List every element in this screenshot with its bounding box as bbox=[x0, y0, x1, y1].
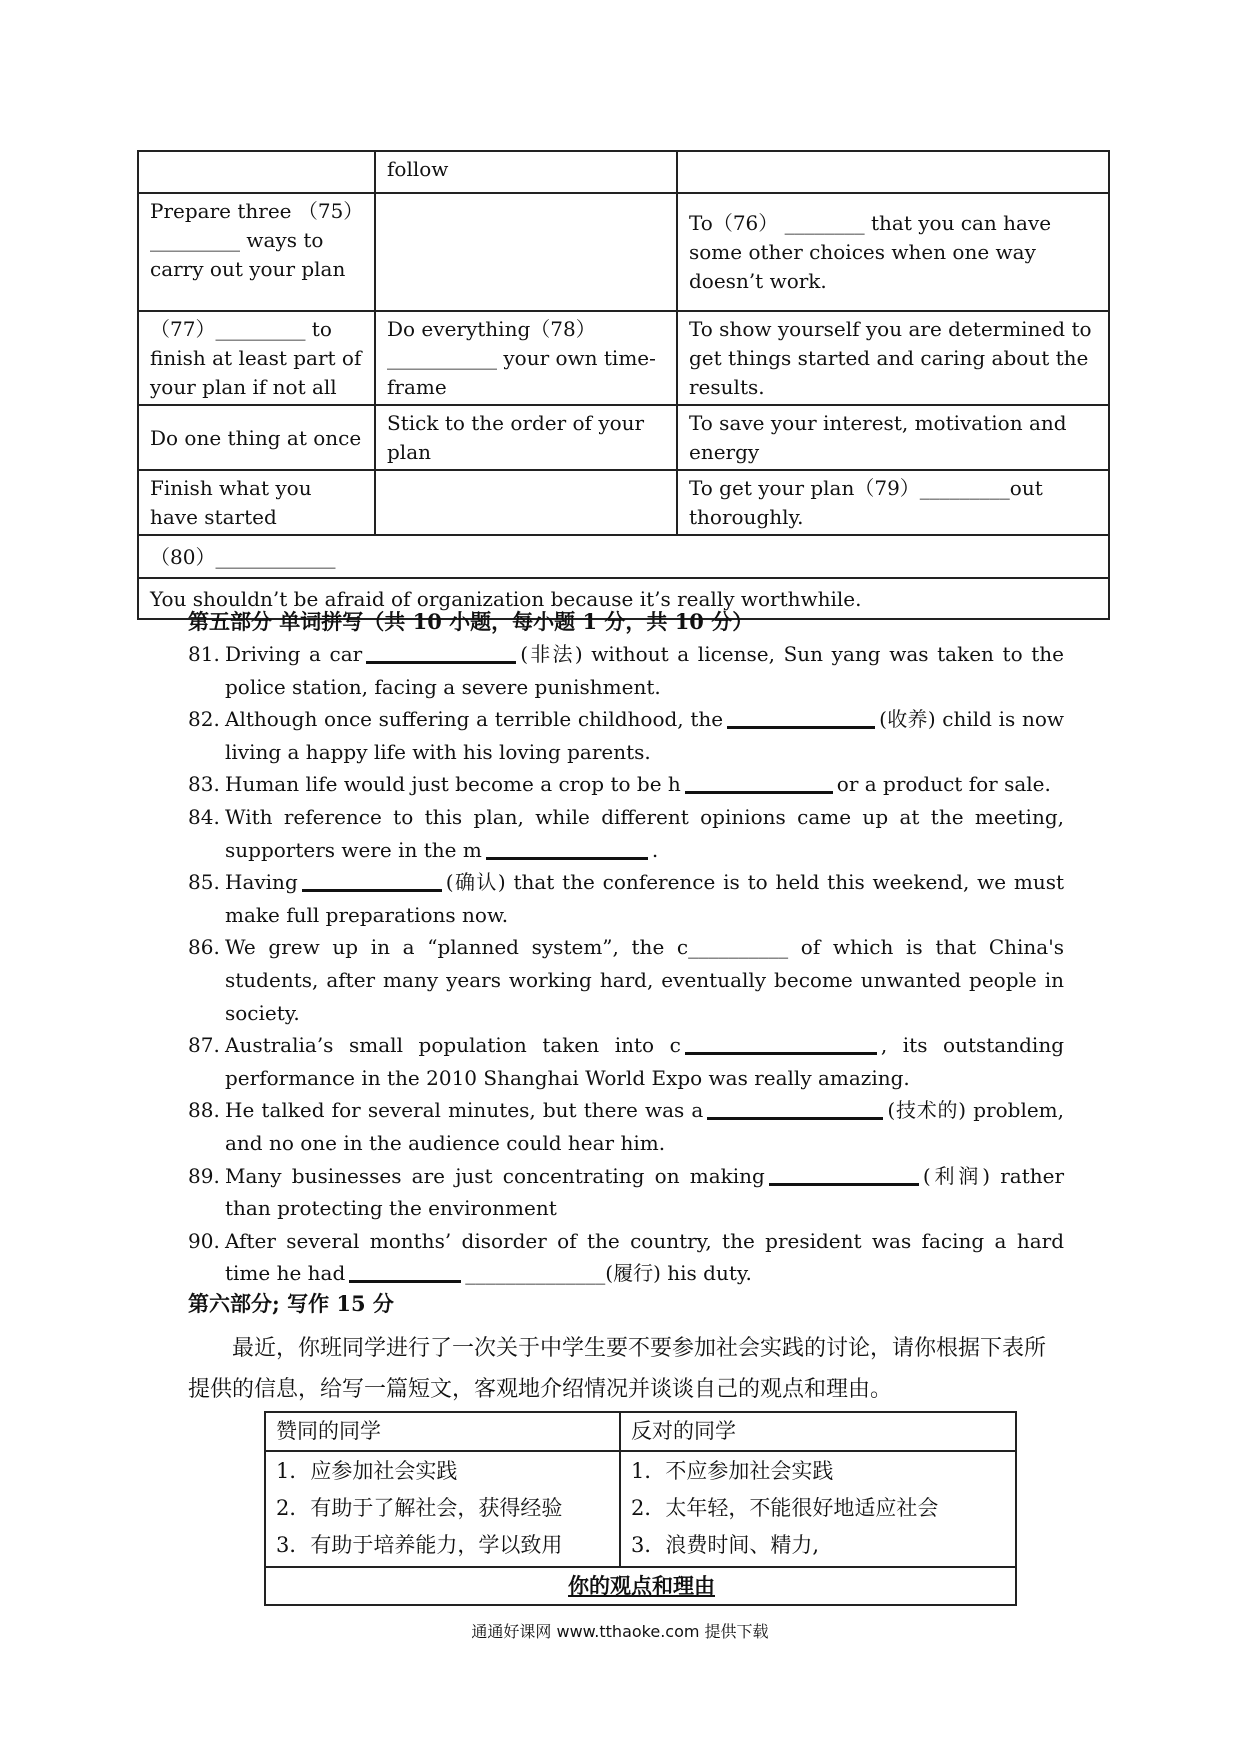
table-row bbox=[138, 311, 1109, 405]
question-81: 81. Driving a car (非法) without a license, Sun yang was taken to the police station, facing a severe punishment. bbox=[188, 638, 1064, 703]
table-row bbox=[138, 151, 1109, 193]
table-cell: Finish what you have started bbox=[138, 470, 375, 535]
question-number: 85. bbox=[188, 870, 220, 895]
page-footer: 通通好课网 www.tthaoke.com 提供下载 bbox=[471, 1622, 769, 1641]
table-cell-80: （80）____________ bbox=[138, 535, 1109, 578]
table-row bbox=[138, 535, 1109, 578]
table-row bbox=[265, 1451, 1016, 1567]
your-opinion-heading: 你的观点和理由 bbox=[265, 1567, 1016, 1605]
question-number: 83. bbox=[188, 772, 220, 797]
word-spelling-questions bbox=[188, 638, 1064, 1290]
question-82: 82. Although once suffering a terrible childhood, the (收养) child is now living a happy life with his loving parents. bbox=[188, 703, 1064, 768]
section5-title: 第五部分 单词拼写（共 10 小题，每小题 1 分，共 10 分） bbox=[188, 609, 754, 634]
writing-prompt: 最近，你班同学进行了一次关于中学生要不要参加社会实践的讨论，请你根据下表所提供的信息，给写一篇短文，客观地介绍情况并谈谈自己的观点和理由。 bbox=[188, 1336, 1047, 1402]
question-number: 90. bbox=[188, 1228, 220, 1253]
table-cell-conclusion: You shouldn’t be afraid of organization because it’s really worthwhile. bbox=[138, 578, 1109, 619]
table-row bbox=[138, 193, 1109, 311]
list-item: 1．应参加社会实践 bbox=[276, 1459, 458, 1483]
question-89: 89. Many businesses are just concentrating on making (利润) rather than protecting the environment bbox=[188, 1160, 1064, 1225]
table-row bbox=[138, 405, 1109, 470]
question-number: 87. bbox=[188, 1033, 220, 1058]
section6-title: 第六部分; 写作 15 分 bbox=[188, 1291, 394, 1316]
question-number: 86. bbox=[188, 935, 220, 960]
answer-blank[interactable] bbox=[486, 857, 648, 860]
table-cell: To save your interest, motivation and energy bbox=[677, 405, 1109, 470]
table-cell bbox=[375, 193, 677, 311]
oppose-list bbox=[620, 1451, 1016, 1567]
list-item: 3．有助于培养能力，学以致用 bbox=[276, 1533, 563, 1557]
question-number: 89. bbox=[188, 1163, 220, 1188]
question-90: 90. After several months’ disorder of the country, the president was facing a hard time he had ______________(履行) his duty. bbox=[188, 1225, 1064, 1290]
question-number: 88. bbox=[188, 1098, 220, 1123]
table-row bbox=[265, 1567, 1016, 1605]
question-88: 88. He talked for several minutes, but there was a (技术的) problem, and no one in the audience could hear him. bbox=[188, 1094, 1064, 1159]
answer-blank[interactable] bbox=[769, 1183, 919, 1186]
table-cell: Prepare three （75）_________ ways to carry out your plan bbox=[138, 193, 375, 311]
question-85: 85. Having (确认) that the conference is to held this weekend, we must make full preparations now. bbox=[188, 866, 1064, 931]
answer-blank[interactable] bbox=[302, 889, 442, 892]
list-item: 2．太年轻，不能很好地适应社会 bbox=[631, 1496, 939, 1520]
answer-blank[interactable] bbox=[685, 791, 833, 794]
question-number: 81. bbox=[188, 642, 220, 666]
table-row bbox=[138, 470, 1109, 535]
list-item: 2．有助于了解社会，获得经验 bbox=[276, 1496, 563, 1520]
table-cell: To show yourself you are determined to get things started and caring about the results. bbox=[677, 311, 1109, 405]
answer-blank[interactable] bbox=[366, 661, 516, 664]
organization-table bbox=[137, 150, 1110, 620]
list-item: 3．浪费时间、精力, bbox=[631, 1533, 820, 1557]
question-84: 84. With reference to this plan, while different opinions came up at the meeting, supporters were in the m . bbox=[188, 801, 1064, 866]
header-support: 赞同的同学 bbox=[265, 1412, 620, 1451]
list-item: 1．不应参加社会实践 bbox=[631, 1459, 834, 1483]
answer-blank[interactable] bbox=[707, 1117, 883, 1120]
answer-blank[interactable] bbox=[349, 1280, 461, 1283]
table-cell bbox=[375, 470, 677, 535]
question-87: 87. Australia’s small population taken into c , its outstanding performance in the 2010 Shanghai World Expo was really amazing. bbox=[188, 1029, 1064, 1094]
question-83: 83. Human life would just become a crop to be h or a product for sale. bbox=[188, 768, 1064, 801]
table-cell: Do one thing at once bbox=[138, 405, 375, 470]
table-cell: Stick to the order of your plan bbox=[375, 405, 677, 470]
table-cell: To（76） ________ that you can have some other choices when one way doesn’t work. bbox=[677, 193, 1109, 311]
table-cell: （77）_________ to finish at least part of your plan if not all bbox=[138, 311, 375, 405]
question-number: 84. bbox=[188, 804, 220, 829]
table-cell: follow bbox=[375, 151, 677, 193]
table-cell: To get your plan（79）_________out thoroughly. bbox=[677, 470, 1109, 535]
support-list bbox=[265, 1451, 620, 1567]
question-number: 82. bbox=[188, 707, 220, 732]
header-oppose: 反对的同学 bbox=[620, 1412, 1016, 1451]
table-cell bbox=[677, 151, 1109, 193]
table-cell: Do everything（78） ___________ your own time-frame bbox=[375, 311, 677, 405]
table-cell bbox=[138, 151, 375, 193]
opinion-table bbox=[264, 1411, 1017, 1606]
answer-blank[interactable] bbox=[727, 726, 875, 729]
question-86: 86. We grew up in a “planned system”, the c__________ of which is that China's students, after many years working hard, eventually become unwanted people in society. bbox=[188, 931, 1064, 1029]
answer-blank[interactable] bbox=[685, 1052, 877, 1055]
table-row bbox=[265, 1412, 1016, 1451]
